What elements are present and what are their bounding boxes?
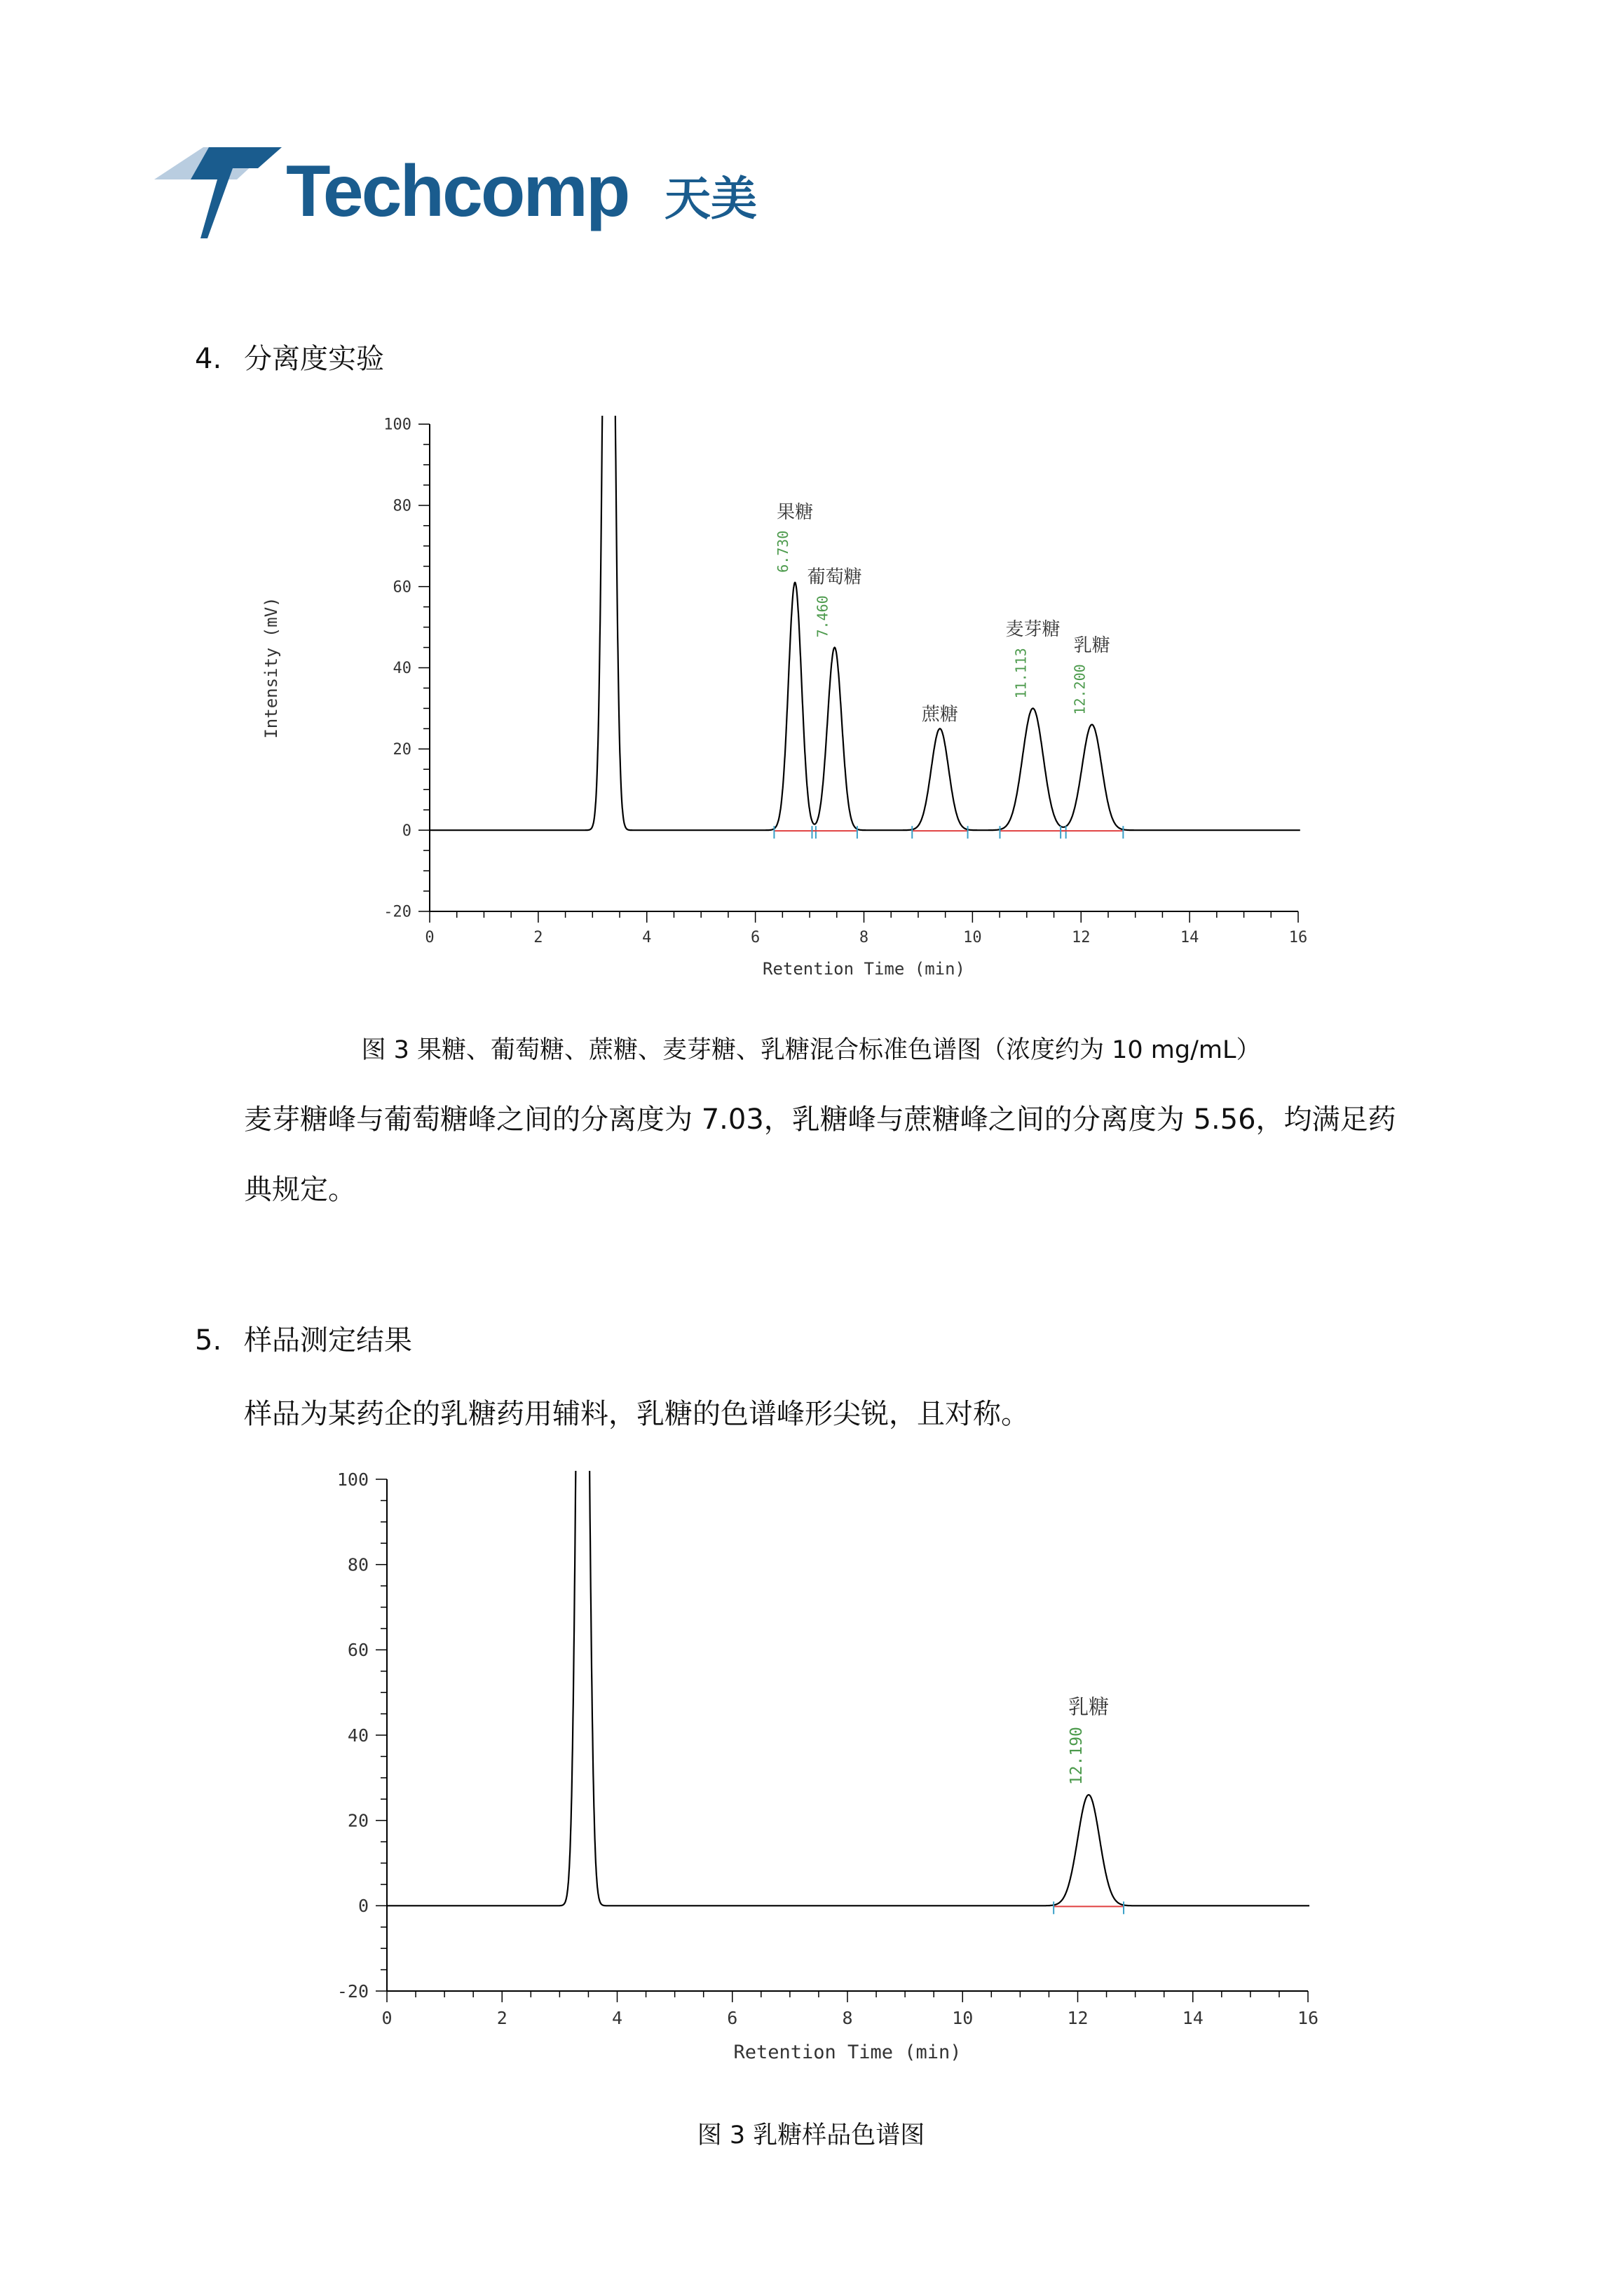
section-5-title: 样品测定结果 <box>244 1324 412 1357</box>
logo-brand-text: Techcomp <box>286 151 629 232</box>
x-tick-label: 2 <box>533 929 543 946</box>
section-4-number: 4. <box>195 343 222 375</box>
peak-retention-label: 7.460 <box>814 595 831 638</box>
sample-description: 样品为某药企的乳糖药用辅料，乳糖的色谱峰形尖锐，且对称。 <box>244 1398 1029 1430</box>
y-tick-label: 80 <box>393 497 411 515</box>
resolution-text-line-2: 典规定。 <box>244 1174 356 1206</box>
peak-name-label: 乳糖 <box>1068 1694 1110 1719</box>
y-tick-label: 20 <box>347 1810 369 1831</box>
y-axis-label: Intensity (mV) <box>261 597 281 739</box>
y-tick-label: 100 <box>336 1469 369 1490</box>
x-tick-label: 4 <box>611 2008 623 2028</box>
x-tick-label: 16 <box>1297 2008 1319 2028</box>
section-5-number: 5. <box>195 1324 222 1357</box>
figure-1-caption: 图 3 果糖、葡萄糖、蔗糖、麦芽糖、乳糖混合标准色谱图（浓度约为 10 mg/mL） <box>361 1036 1261 1064</box>
y-tick-label: 60 <box>393 578 411 597</box>
x-tick-label: 0 <box>425 929 435 946</box>
section-4-heading <box>195 337 384 376</box>
y-tick-label: -20 <box>336 1981 369 2002</box>
x-tick-label: 8 <box>842 2008 853 2028</box>
x-tick-label: 12 <box>1072 929 1091 946</box>
x-tick-label: 8 <box>859 929 869 946</box>
logo-mark-dark <box>191 147 282 238</box>
chart-lactose-sample <box>0 1458 1622 2089</box>
peak-name-label: 乳糖 <box>1073 635 1110 657</box>
x-tick-label: 6 <box>727 2008 738 2028</box>
peak-name-label: 葡萄糖 <box>807 566 862 588</box>
x-tick-label: 12 <box>1067 2008 1089 2028</box>
x-axis-label: Retention Time (min) <box>763 959 965 979</box>
chromatogram-trace <box>430 407 1300 830</box>
peak-retention-label: 11.113 <box>1012 648 1030 699</box>
y-tick-label: 0 <box>357 1896 369 1917</box>
resolution-text-line-1: 麦芽糖峰与葡萄糖峰之间的分离度为 7.03，乳糖峰与蔗糖峰之间的分离度为 5.56，均满足药 <box>244 1103 1396 1136</box>
y-tick-label: -20 <box>383 903 411 921</box>
y-tick-label: 100 <box>383 416 411 434</box>
y-tick-label: 60 <box>347 1640 369 1661</box>
x-tick-label: 14 <box>1182 2008 1204 2028</box>
peak-retention-label: 12.190 <box>1068 1727 1086 1786</box>
section-4-title: 分离度实验 <box>244 343 384 375</box>
peak-name-label: 麦芽糖 <box>1005 619 1061 641</box>
x-tick-label: 0 <box>381 2008 393 2028</box>
y-tick-label: 0 <box>402 822 411 840</box>
peak-name-label: 果糖 <box>777 501 814 523</box>
techcomp-logo <box>154 146 785 244</box>
x-tick-label: 4 <box>642 929 652 946</box>
x-tick-label: 10 <box>952 2008 974 2028</box>
peak-retention-label: 12.200 <box>1071 664 1089 715</box>
y-tick-label: 20 <box>393 741 411 759</box>
peak-name-label: 蔗糖 <box>921 704 958 726</box>
x-tick-label: 2 <box>496 2008 507 2028</box>
chart-mixed-standards <box>0 407 1622 1010</box>
y-tick-label: 40 <box>393 660 411 678</box>
x-tick-label: 16 <box>1288 929 1308 946</box>
x-axis-label: Retention Time (min) <box>733 2042 962 2063</box>
x-tick-label: 10 <box>963 929 982 946</box>
x-tick-label: 14 <box>1180 929 1199 946</box>
logo-brand-cn-text: 天美 <box>665 172 757 226</box>
y-tick-label: 40 <box>347 1725 369 1746</box>
figure-2-caption: 图 3 乳糖样品色谱图 <box>697 2121 925 2149</box>
peak-retention-label: 6.730 <box>775 530 792 573</box>
chromatogram-trace <box>387 1458 1309 1906</box>
y-tick-label: 80 <box>347 1554 369 1575</box>
section-5-heading <box>195 1318 412 1358</box>
x-tick-label: 6 <box>751 929 761 946</box>
